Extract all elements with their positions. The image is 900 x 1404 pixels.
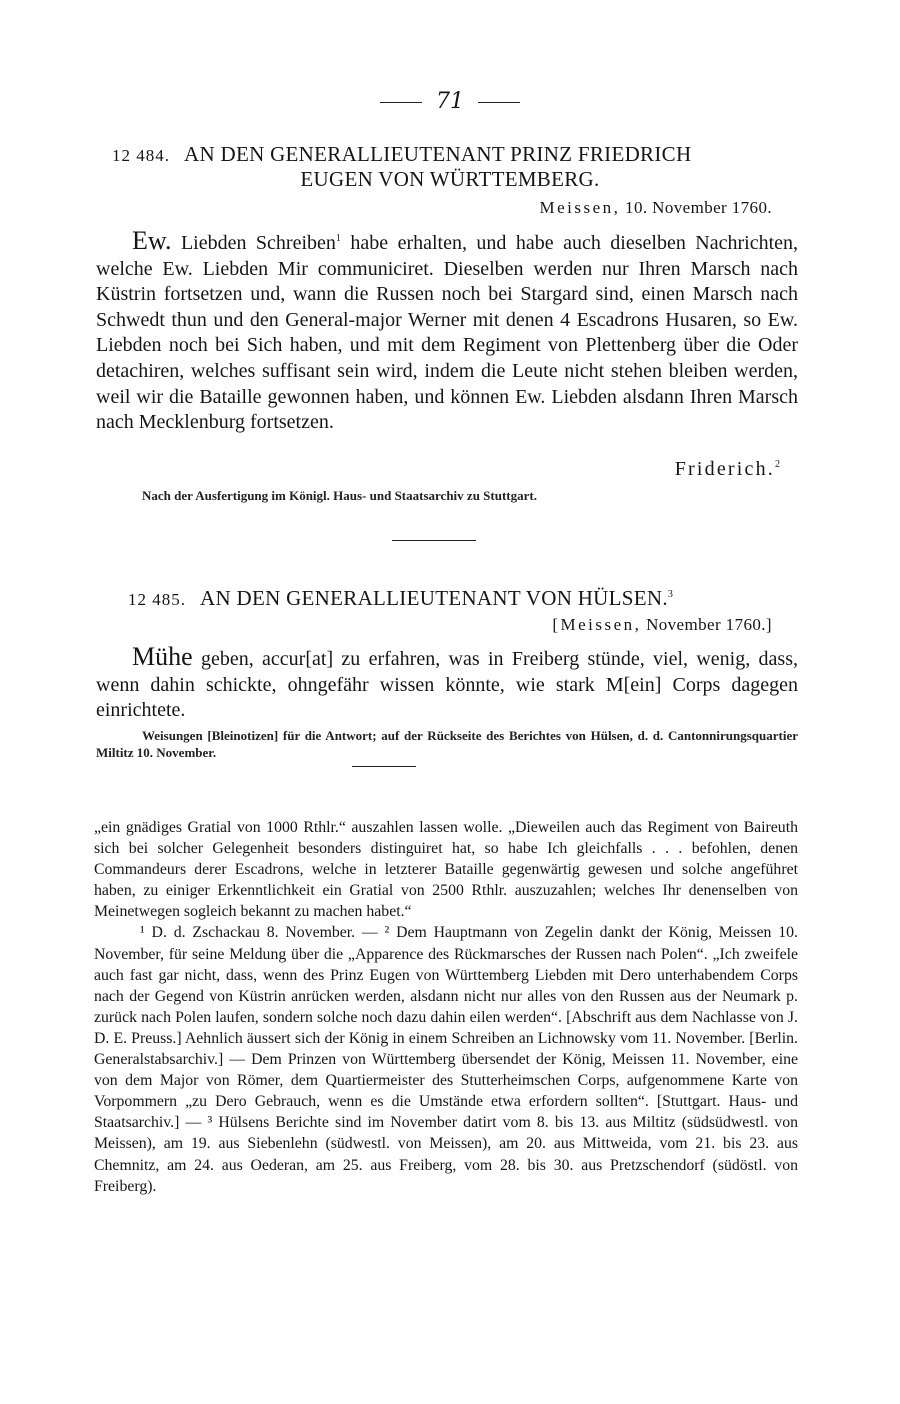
letter2-number: 12 485. <box>128 590 186 609</box>
letter1-paragraph <box>96 226 798 436</box>
footnotes-block <box>94 817 798 1197</box>
letter2-title: AN DEN GENERALLIEUTENANT VON HÜLSEN. <box>200 586 668 610</box>
letter1-text-b: habe erhalten, und habe auch dieselben Nachrichten, welche Ew. Liebden Mir communiciret. Dieselben werden nur Ihren Marsch nach Küstrin fortsetzen und, wann die Russen noch bei Stargard sind, einen Marsch nach Schwedt thun und den General-major Werner mit denen 4 Escadrons Husaren, so Ew. Liebden noch bei Sich haben, und mit dem Regiment von Plettenberg über die Oder detachiren, welches suffisant sein wird, indem die Leute nicht stehen bleiben werden, weil wir die Bataille gewonnen haben, und können Ew. Liebden alsdann Ihren Marsch nach Mecklenburg fortsetzen. <box>96 232 799 434</box>
footnote-marker-2: 2 <box>775 459 780 470</box>
page-number: 71 <box>436 89 464 114</box>
letter1-place: Meissen, <box>539 198 621 217</box>
letter2-text: geben, accur[at] zu erfahren, was in Freiberg stünde, viel, wenig, dass, wenn dahin schickte, ohngefähr wissen könnte, wie stark M[ein] Corps dagegen einrichtete. <box>96 648 798 722</box>
letter1-heading-line2 <box>0 166 900 192</box>
letter2-initial-word: Mühe <box>132 642 193 671</box>
signature-text: Friderich. <box>674 458 775 480</box>
letter1-dateline <box>539 197 772 219</box>
letter1-initial-word: Ew. <box>132 226 172 255</box>
letter2-source-note: Weisungen [Bleinotizen] für die Antwort; auf der Rückseite des Berichtes von Hülsen, d. d. Cantonnirungsquartier Miltitz 10. November. <box>96 728 798 760</box>
letter2-dateline <box>552 614 772 636</box>
letter1-body <box>96 226 798 436</box>
letter2-place: [Meissen, <box>552 615 642 634</box>
letter2-paragraph <box>96 644 798 724</box>
letter1-number: 12 484. <box>112 146 170 165</box>
page-number-line <box>0 88 900 116</box>
section-divider-2 <box>352 766 416 767</box>
letter2-date: November 1760.] <box>646 615 772 634</box>
footnote-marker-3: 3 <box>667 589 673 600</box>
letter1-title-line1: AN DEN GENERALLIEUTENANT PRINZ FRIEDRICH <box>184 142 692 166</box>
dash-right <box>478 102 520 103</box>
letter2-heading <box>128 582 828 613</box>
letter1-text-a: Liebden Schreiben <box>171 232 336 254</box>
letter1-heading-line1 <box>112 141 812 169</box>
letter1-title-line2: EUGEN VON WÜRTTEMBERG. <box>300 167 600 191</box>
footnote-marker-1: 1 <box>335 233 341 244</box>
letter2-body <box>96 644 798 724</box>
letter1-signature <box>675 458 780 481</box>
footnotes-text: ¹ D. d. Zschackau 8. November. — ² Dem Hauptmann von Zegelin dankt der König, Meissen 10. November, für seine Meldung über die „Apparence des Rückmarsches der Russen nach Polen“. „Ich zweifele auch fast gar nicht, dass, wenn des Prinz Eugen von Württemberg Liebden mit Dero unterhabendem Corps nach der Gegend von Küstrin anrücken werden, alsdann nicht nur alles von den Russen aus der Neumark p. zurück nach Polen laufen, sondern solche noch dazu dahin eilen werden“. [Abschrift aus dem Nachlasse von J. D. E. Preuss.] Aehnlich äussert sich der König in einem Schreiben an Lichnowsky vom 11. November. [Berlin. Generalstabsarchiv.] — Dem Prinzen von Württemberg übersendet der König, Meissen 11. November, eine von dem Major von Römer, dem Quartiermeister des Stutterheimschen Corps, aufgenommene Karte von Vorpommern „zu Dero Gebrauch, wenn es die Umstände etwa erfordern sollten“. [Stuttgart. Haus- und Staatsarchiv.] — ³ Hülsens Berichte sind im November datirt vom 8. bis 13. aus Miltitz (südsüdwestl. von Meissen), am 19. aus Siebenlehn (südwestl. von Meissen), am 20. aus Mittweida, vom 21. bis 23. aus Chemnitz, am 24. aus Oederan, am 25. aus Freiberg, vom 28. bis 30. aus Pretzschendorf (südöstl. von Freiberg). <box>94 924 798 1195</box>
letter1-source-note: Nach der Ausfertigung im Königl. Haus- und Staatsarchiv zu Stuttgart. <box>142 488 537 503</box>
letter1-date: 10. November 1760. <box>625 198 772 217</box>
dash-left <box>380 102 422 103</box>
footnote-continuation: „ein gnädiges Gratial von 1000 Rthlr.“ auszahlen lassen wolle. „Dieweilen auch das Regiment von Baireuth sich bei solcher Gelegenheit besonders distinguiret hat, so habe Ich gleichfalls . . . befohlen, denen Commandeurs derer Escadrons, welche in letzterer Bataille gegenwärtig gewesen und solche angeführet haben, zu einiger Erkenntlichkeit ein Gratial von 2500 Rthlr. auszuzahlen; welches Ihr denenselben von Meinetwegen sogleich bekannt zu machen habet.“ <box>94 819 798 921</box>
section-divider <box>392 540 476 541</box>
